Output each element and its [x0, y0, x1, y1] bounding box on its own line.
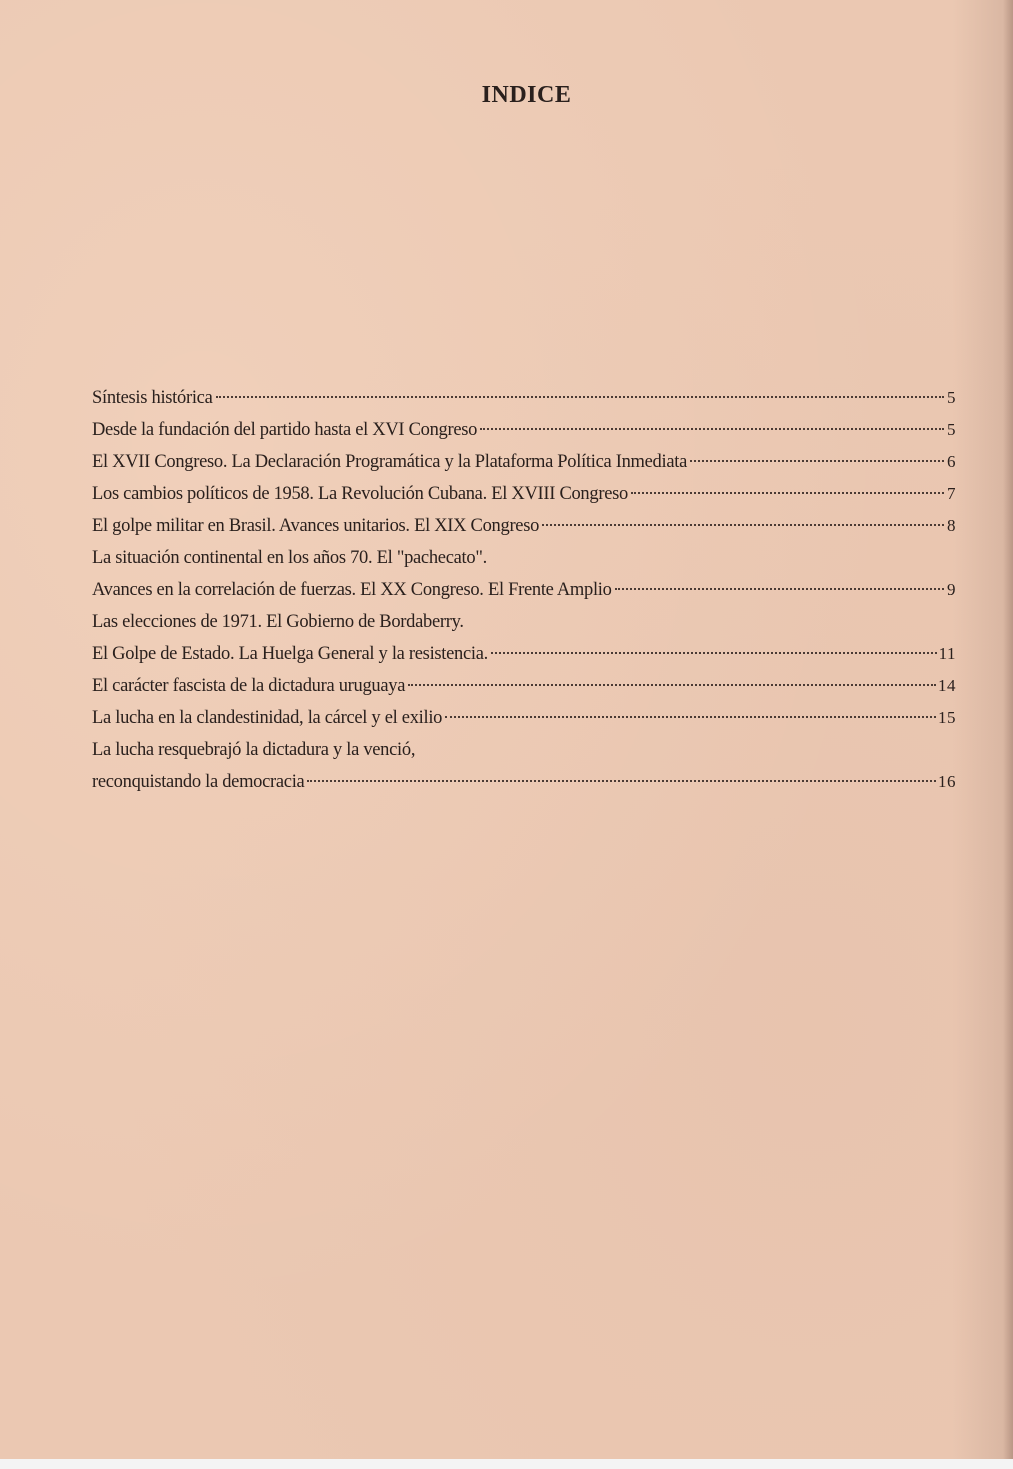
toc-page-number: 15 — [938, 708, 956, 727]
dot-leader — [408, 684, 936, 686]
toc-entry-text: Las elecciones de 1971. El Gobierno de Bordaberry. — [92, 612, 464, 632]
toc-page-number: 16 — [938, 772, 956, 791]
toc-entry-text: reconquistando la democracia — [92, 772, 305, 792]
toc-page-number: 8 — [947, 516, 956, 535]
toc-page-number: 6 — [947, 452, 956, 471]
toc-entry-text: El carácter fascista de la dictadura uruguaya — [92, 676, 406, 696]
toc-entry — [92, 670, 956, 702]
toc-entry — [92, 478, 956, 510]
toc-entry — [92, 446, 956, 478]
toc-entry — [92, 382, 956, 414]
toc-entry-text: Desde la fundación del partido hasta el XVI Congreso — [92, 420, 478, 440]
toc-page-number: 7 — [947, 484, 956, 503]
dot-leader — [480, 428, 944, 430]
page-edge-shadow — [1003, 0, 1013, 1469]
dot-leader — [307, 780, 936, 782]
toc-entry-text: El Golpe de Estado. La Huelga General y la resistencia. — [92, 644, 488, 664]
toc-entry — [92, 574, 956, 606]
dot-leader — [690, 460, 944, 462]
dot-leader — [542, 524, 944, 526]
toc-page-number: 14 — [938, 676, 956, 695]
toc-page-number: 9 — [947, 580, 956, 599]
toc-entry-text: El golpe militar en Brasil. Avances unitarios. El XIX Congreso — [92, 516, 540, 536]
toc-entry — [92, 766, 956, 798]
toc-entry-text: Los cambios políticos de 1958. La Revolución Cubana. El XVIII Congreso — [92, 484, 628, 504]
dot-leader — [631, 492, 944, 494]
dot-leader — [491, 652, 937, 654]
toc-page-number: 5 — [947, 388, 956, 407]
toc-entry — [92, 510, 956, 542]
dot-leader — [216, 396, 945, 398]
dot-leader — [615, 588, 944, 590]
toc-page-number: 5 — [947, 420, 956, 439]
toc-entry-continued — [92, 542, 956, 574]
toc-entry-continued — [92, 734, 956, 766]
toc-entry-text: Síntesis histórica — [92, 388, 213, 408]
toc-entry-text: La lucha en la clandestinidad, la cárcel y el exilio — [92, 708, 443, 728]
toc-entry-continued — [92, 606, 956, 638]
dot-leader — [445, 716, 936, 718]
toc-entry — [92, 702, 956, 734]
toc-page-number: 11 — [938, 644, 956, 663]
page-title: INDICE — [481, 82, 572, 108]
toc-entry-text: Avances en la correlación de fuerzas. El XX Congreso. El Frente Amplio — [92, 580, 612, 600]
table-of-contents — [92, 382, 956, 798]
toc-entry-text: El XVII Congreso. La Declaración Programática y la Plataforma Política Inmediata — [92, 452, 688, 472]
toc-entry — [92, 638, 956, 670]
toc-entry-text: La situación continental en los años 70. El "pachecato". — [92, 548, 487, 568]
page-bottom-margin — [0, 1459, 1013, 1469]
toc-entry-text: La lucha resquebrajó la dictadura y la venció, — [92, 740, 416, 760]
toc-entry — [92, 414, 956, 446]
